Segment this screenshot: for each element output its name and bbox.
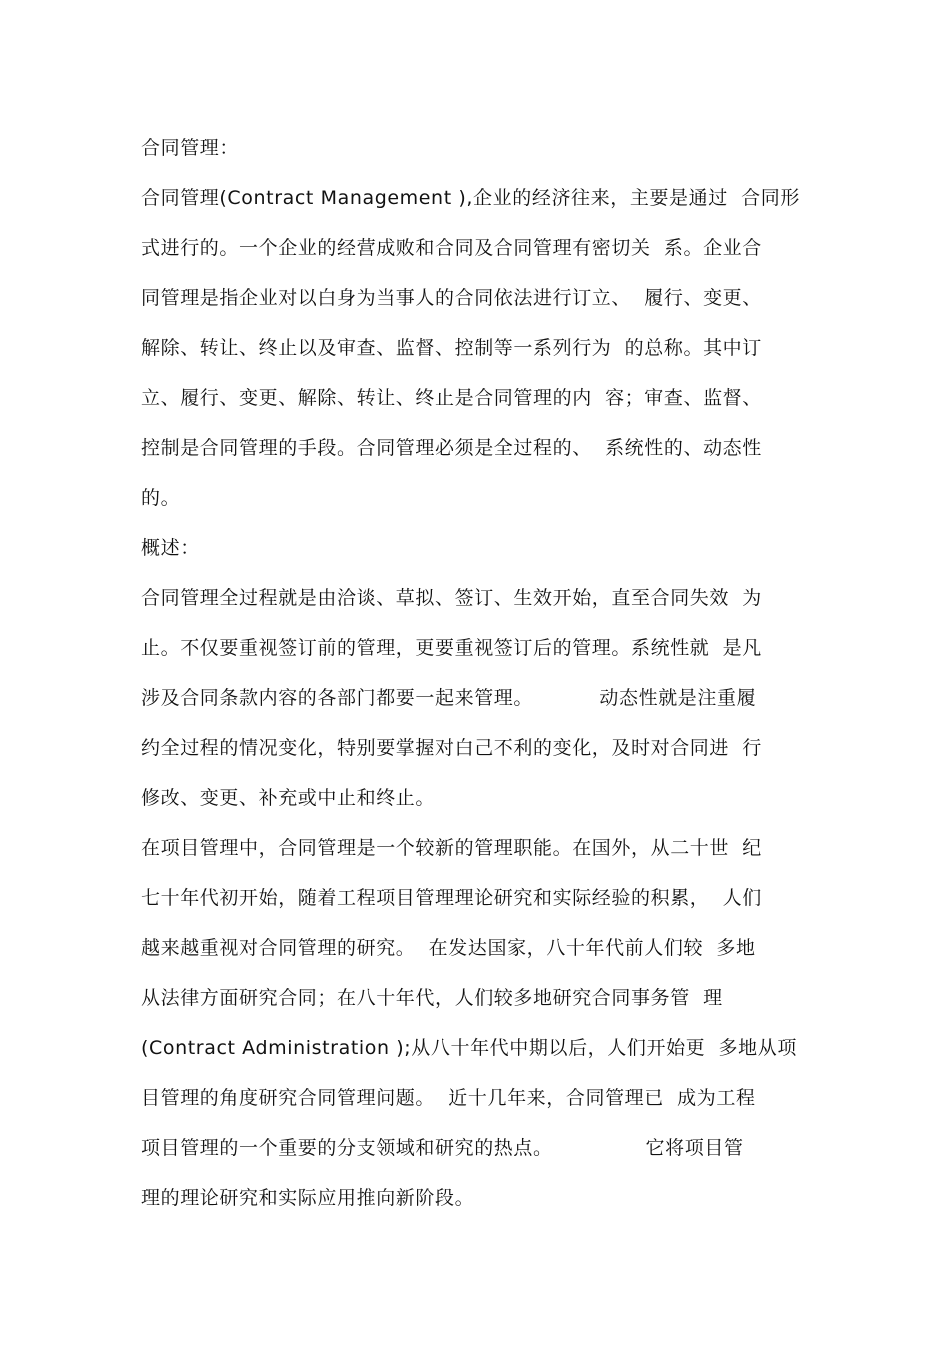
paragraph-line: 修改、变更、补充或中止和终止。 (141, 787, 436, 809)
heading-contract-management: 合同管理： (141, 137, 240, 159)
paragraph-line: 同管理是指企业对以白身为当事人的合同依法进行订立、 履行、变更、 (141, 287, 762, 309)
paragraph-line: 合同管理(Contract Management ),企业的经济往来，主要是通过 合同形 (141, 187, 800, 209)
paragraph-line: 从法律方面研究合同；在八十年代，人们较多地研究合同事务管 理 (141, 987, 723, 1009)
paragraph-line: 止。不仅要重视签订前的管理，更要重视签订后的管理。系统性就 是凡 (141, 637, 762, 659)
paragraph-line: 越来越重视对合同管理的研究。 在发达国家，八十年代前人们较 多地 (141, 937, 756, 959)
paragraph-line: 式进行的。一个企业的经营成败和合同及合同管理有密切关 系。企业合 (141, 237, 762, 259)
paragraph-line: 控制是合同管理的手段。合同管理必须是全过程的、 系统性的、动态性 (141, 437, 762, 459)
paragraph-line: 解除、转让、终止以及审查、监督、控制等一系列行为 的总称。其中订 (141, 337, 762, 359)
paragraph-line: (Contract Administration );从八十年代中期以后，人们开始更 多地从项 (141, 1037, 797, 1059)
paragraph-line: 目管理的角度研究合同管理问题。 近十几年来，合同管理已 成为工程 (141, 1087, 756, 1109)
paragraph-line: 约全过程的情况变化，特别要掌握对白己不利的变化，及时对合同进 行 (141, 737, 762, 759)
paragraph-line: 七十年代初开始，随着工程项目管理理论研究和实际经验的积累， 人们 (141, 887, 762, 909)
paragraph-line: 涉及合同条款内容的各部门都要一起来管理。 动态性就是注重履 (141, 687, 757, 709)
paragraph-line: 立、履行、变更、解除、转让、终止是合同管理的内 容；审查、监督、 (141, 387, 762, 409)
paragraph-line: 理的理论研究和实际应用推向新阶段。 (141, 1187, 475, 1209)
paragraph-line: 在项目管理中，合同管理是一个较新的管理职能。在国外，从二十世 纪 (141, 837, 762, 859)
paragraph-line: 的。 (141, 487, 181, 509)
paragraph-line: 项目管理的一个重要的分支领域和研究的热点。 它将项目管 (141, 1137, 744, 1159)
paragraph-line: 合同管理全过程就是由洽谈、草拟、签订、生效开始，直至合同失效 为 (141, 587, 762, 609)
heading-overview: 概述： (141, 537, 200, 559)
